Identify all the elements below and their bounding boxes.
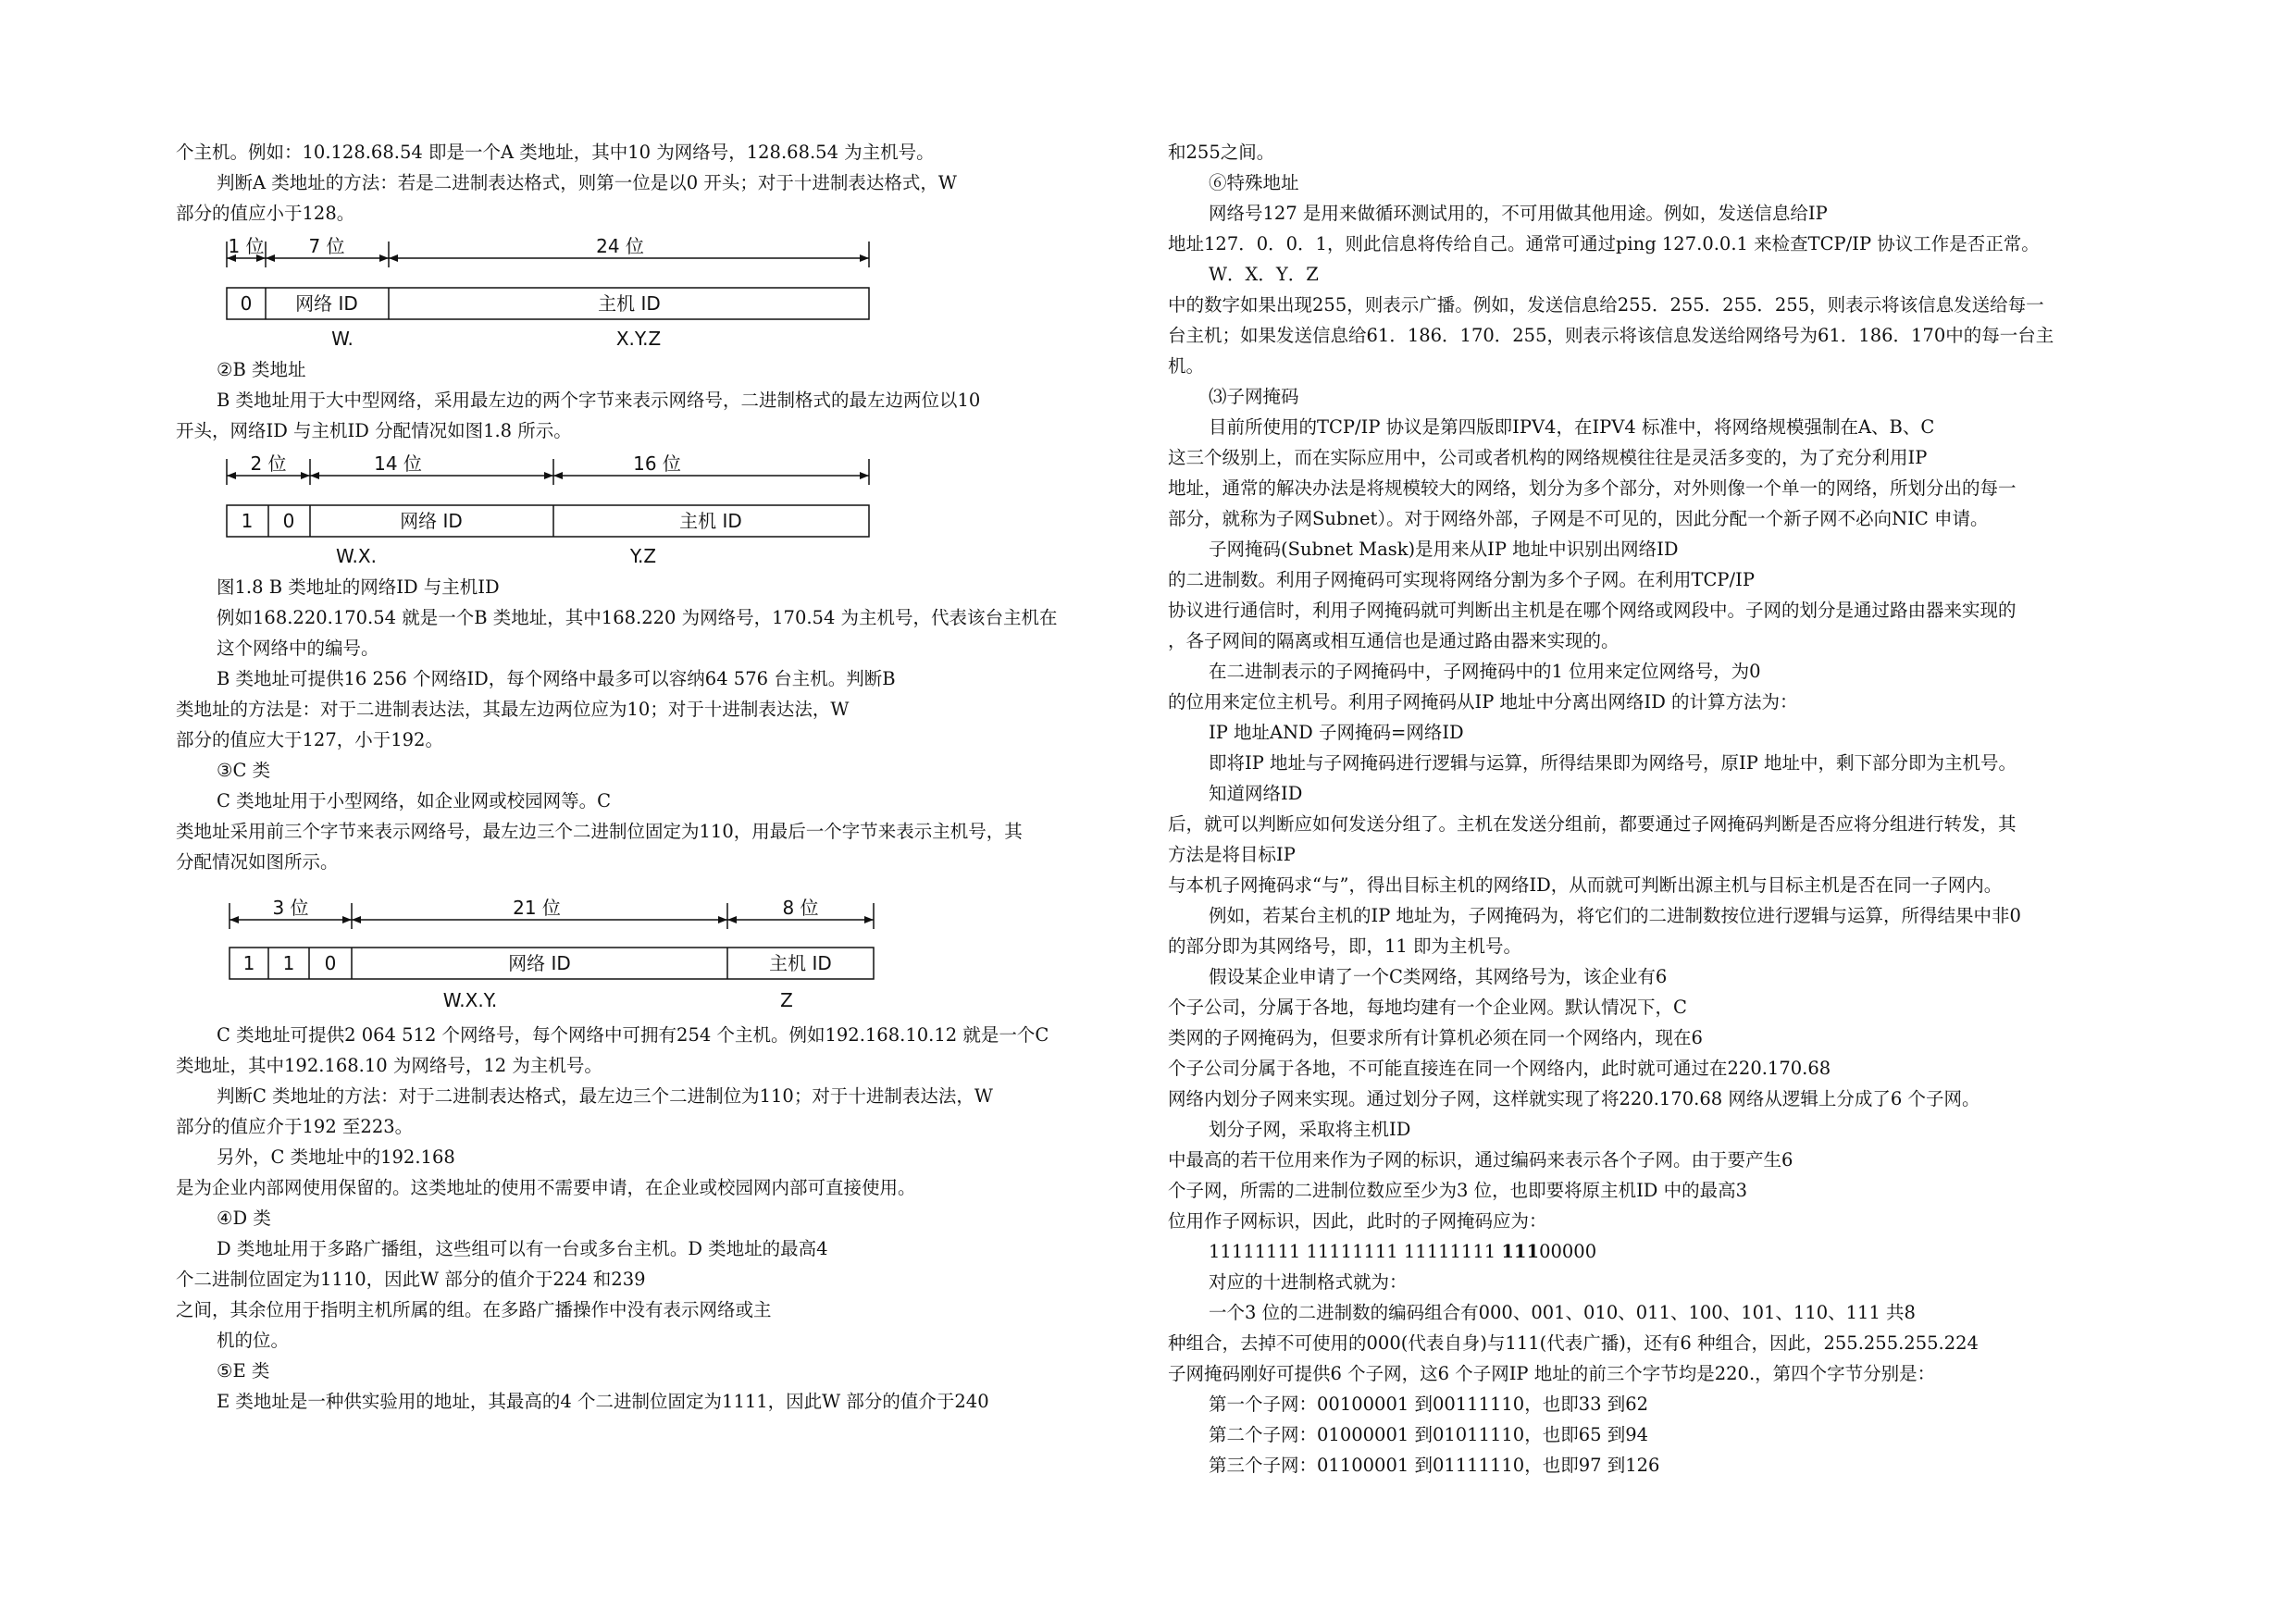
text-line: 这个网络中的编号。 bbox=[217, 638, 379, 659]
text-line: 的位用来定位主机号。利用子网掩码从IP 地址中分离出网络ID 的计算方法为： bbox=[1168, 691, 1798, 712]
text-line: 假设某企业申请了一个C类网络，其网络号为，该企业有6 bbox=[1209, 966, 1668, 987]
text-line: 类网的子网掩码为，但要求所有计算机必须在同一个网络内，现在6 bbox=[1168, 1027, 1703, 1048]
field-label: 主机 ID bbox=[679, 510, 742, 532]
left-column bbox=[176, 137, 1138, 1417]
text-line: 目前所使用的TCP/IP 协议是第四版即IPV4，在IPV4 标准中，将网络规模强制在A、B、C bbox=[1209, 416, 1935, 438]
text-line: 和255之间。 bbox=[1168, 142, 1275, 163]
class-c-diagram bbox=[176, 881, 1138, 1020]
text-line: 知道网络ID bbox=[1209, 783, 1303, 804]
text-line: E 类地址是一种供实验用的地址，其最高的4 个二进制位固定为1111，因此W 部分的值介于240 bbox=[217, 1391, 989, 1412]
mask-subnet-bits: 111 bbox=[1501, 1241, 1540, 1262]
text-line: 后，就可以判断应如何发送分组了。主机在发送分组前，都要通过子网掩码判断是否应将分组进行转发，其 bbox=[1168, 813, 2017, 835]
text-line: 个二进制位固定为1110，因此W 部分的值介于224 和239 bbox=[176, 1269, 646, 1290]
subnet-item: 第一个子网：00100001 到00111110，也即33 到62 bbox=[1209, 1394, 1649, 1415]
text-line: 子网掩码刚好可提供6 个子网，这6 个子网IP 地址的前三个字节均是220.，第四个字节分别是： bbox=[1168, 1363, 1936, 1384]
text-line: 是为企业内部网使用保留的。这类地址的使用不需要申请，在企业或校园网内部可直接使用。 bbox=[176, 1177, 916, 1198]
mask-prefix: 11111111 11111111 11111111 bbox=[1209, 1241, 1502, 1262]
text-line: 之间，其余位用于指明主机所属的组。在多路广播操作中没有表示网络或主 bbox=[176, 1299, 772, 1320]
class-c-diagram-svg bbox=[176, 881, 916, 1020]
text-line: 种组合，去掉不可使用的000(代表自身)与111(代表广播)，还有6 种组合，因此，255.255.255.224 bbox=[1168, 1332, 1979, 1354]
text-line: 协议进行通信时，利用子网掩码就可判断出主机是在哪个网络或网段中。子网的划分是通过路由器来实现的 bbox=[1168, 600, 2017, 621]
text-line: 个子公司，分属于各地，每地均建有一个企业网。默认情况下，C bbox=[1168, 997, 1687, 1018]
width-label: 1 位 bbox=[228, 235, 265, 257]
segment-label: W.X.Y. bbox=[442, 989, 498, 1011]
text-line: 地址127．0．0．1，则此信息将传给自己。通常可通过ping 127.0.0.1 来检查TCP/IP 协议工作是否正常。 bbox=[1168, 233, 2040, 254]
mask-host-bits: 00000 bbox=[1539, 1241, 1597, 1262]
section-heading: ③C 类 bbox=[217, 760, 271, 781]
field-label: 0 bbox=[324, 952, 337, 974]
text-line: 地址，通常的解决办法是将规模较大的网络，划分为多个部分，对外则像一个单一的网络，所划分出的每一 bbox=[1168, 477, 2017, 499]
width-label: 21 位 bbox=[513, 897, 561, 919]
text-line: 类地址的方法是：对于二进制表达法，其最左边两位应为10；对于十进制表达法，W bbox=[176, 699, 850, 720]
field-label: 网络 ID bbox=[508, 952, 571, 974]
field-label: 0 bbox=[282, 510, 295, 532]
segment-label: W.X. bbox=[336, 545, 377, 567]
text-line: 与本机子网掩码求“与”，得出目标主机的网络ID，从而就可判断出源主机与目标主机是否在同一子网内。 bbox=[1168, 874, 2003, 896]
text-line: 划分子网，采取将主机ID bbox=[1209, 1119, 1411, 1140]
field-label: 网络 ID bbox=[295, 292, 358, 315]
text-line: ，各子网间的隔离或相互通信也是通过路由器来实现的。 bbox=[1168, 630, 1620, 651]
text-line: 即将IP 地址与子网掩码进行逻辑与运算，所得结果即为网络号，原IP 地址中，剩下部分即为主机号。 bbox=[1209, 752, 2017, 774]
width-label: 16 位 bbox=[633, 452, 681, 475]
segment-label: Z bbox=[780, 989, 793, 1011]
formula-line: IP 地址AND 子网掩码=网络ID bbox=[1209, 722, 1464, 743]
text-line: 机的位。 bbox=[217, 1330, 290, 1351]
width-label: 7 位 bbox=[308, 235, 345, 257]
class-b-diagram bbox=[176, 450, 1138, 572]
text-line: C 类地址用于小型网络，如企业网或校园网等。C bbox=[217, 790, 612, 812]
text-line: 方法是将目标IP bbox=[1168, 844, 1296, 865]
text-line: 中的数字如果出现255，则表示广播。例如，发送信息给255．255．255．255，则表示将该信息发送给每一 bbox=[1168, 294, 2044, 316]
text-line: 分配情况如图所示。 bbox=[176, 851, 339, 873]
text-line: 网络内划分子网来实现。通过划分子网，这样就实现了将220.170.68 网络从逻辑上分成了6 个子网。 bbox=[1168, 1088, 1980, 1109]
section-heading: ⑥特殊地址 bbox=[1209, 172, 1299, 193]
section-heading: ⑤E 类 bbox=[217, 1360, 270, 1381]
text-line: 这三个级别上，而在实际应用中，公司或者机构的网络规模往往是灵活多变的，为了充分利用IP bbox=[1168, 447, 1928, 468]
text-line: 部分，就称为子网Subnet）。对于网络外部，子网是不可见的，因此分配一个新子网不必向NIC 申请。 bbox=[1168, 508, 1989, 529]
text-line: 的部分即为其网络号，即，11 即为主机号。 bbox=[1168, 935, 1522, 957]
text-line: 的二进制数。利用子网掩码可实现将网络分割为多个子网。在利用TCP/IP bbox=[1168, 569, 1755, 590]
text-line: 台主机；如果发送信息给61．186．170．255，则表示将该信息发送给网络号为61．186．170中的每一台主 bbox=[1168, 325, 2054, 346]
class-b-diagram-svg bbox=[176, 450, 916, 572]
field-label: 主机 ID bbox=[769, 952, 832, 974]
field-label: 1 bbox=[242, 952, 255, 974]
width-label: 2 位 bbox=[250, 452, 287, 475]
segment-label: X.Y.Z bbox=[615, 328, 662, 350]
segment-label: Y.Z bbox=[629, 545, 657, 567]
text-line: 部分的值应大于127，小于192。 bbox=[176, 729, 443, 750]
field-label: 主机 ID bbox=[598, 292, 661, 315]
text-line: 判断C 类地址的方法：对于二进制表达格式，最左边三个二进制位为110；对于十进制表达法，W bbox=[217, 1085, 993, 1107]
text-line: C 类地址可提供2 064 512 个网络号，每个网络中可拥有254 个主机。例如192.168.10.12 就是一个C bbox=[217, 1024, 1049, 1046]
width-label: 3 位 bbox=[272, 897, 309, 919]
text-line: 中最高的若干位用来作为子网的标识，通过编码来表示各个子网。由于要产生6 bbox=[1168, 1149, 1793, 1171]
text-line: B 类地址用于大中型网络，采用最左边的两个字节来表示网络号，二进制格式的最左边两位以10 bbox=[217, 390, 981, 411]
field-label: 1 bbox=[241, 510, 254, 532]
text-line: 对应的十进制格式就为： bbox=[1209, 1271, 1408, 1293]
text-line: D 类地址用于多路广播组，这些组可以有一台或多台主机。D 类地址的最高4 bbox=[217, 1238, 828, 1259]
section-heading: ⑶子网掩码 bbox=[1209, 386, 1299, 407]
segment-label: W. bbox=[331, 328, 354, 350]
field-label: 0 bbox=[240, 292, 253, 315]
text-line: 部分的值应小于128。 bbox=[176, 203, 355, 224]
text-line: 个子网，所需的二进制位数应至少为3 位，也即要将原主机ID 中的最高3 bbox=[1168, 1180, 1748, 1201]
text-line: 一个3 位的二进制数的编码组合有000、001、010、011、100、101、110、111 共8 bbox=[1209, 1302, 1916, 1323]
text-line: 网络号127 是用来做循环测试用的，不可用做其他用途。例如，发送信息给IP bbox=[1209, 203, 1828, 224]
figure-caption: 图1.8 B 类地址的网络ID 与主机ID bbox=[217, 576, 500, 598]
text-line: 个主机。例如：10.128.68.54 即是一个A 类地址，其中10 为网络号，128.68.54 为主机号。 bbox=[176, 142, 935, 163]
subnet-item: 第三个子网：01100001 到01111110，也即97 到126 bbox=[1209, 1455, 1660, 1476]
text-line: 位用作子网标识，因此，此时的子网掩码应为： bbox=[1168, 1210, 1547, 1232]
text-line: 类地址，其中192.168.10 为网络号，12 为主机号。 bbox=[176, 1055, 602, 1076]
text-line: 开头，网络ID 与主机ID 分配情况如图1.8 所示。 bbox=[176, 420, 572, 441]
section-heading: ④D 类 bbox=[217, 1208, 271, 1229]
subnet-item: 第二个子网：01000001 到01011110，也即65 到94 bbox=[1209, 1424, 1649, 1445]
width-label: 14 位 bbox=[374, 452, 422, 475]
width-label: 24 位 bbox=[596, 235, 644, 257]
text-line: B 类地址可提供16 256 个网络ID，每个网络中最多可以容纳64 576 台主机。判断B bbox=[217, 668, 896, 689]
right-column bbox=[1168, 137, 2149, 1481]
class-a-diagram bbox=[176, 232, 1138, 354]
text-line: 类地址采用前三个字节来表示网络号，最左边三个二进制位固定为110，用最后一个字节来表示主机号，其 bbox=[176, 821, 1023, 842]
text-line: 个子公司分属于各地，不可能直接连在同一个网络内，此时就可通过在220.170.68 bbox=[1168, 1058, 1831, 1079]
text-line: W．X．Y．Z bbox=[1209, 264, 1319, 285]
class-a-diagram-svg bbox=[176, 232, 916, 354]
text-line: 子网掩码(Subnet Mask)是用来从IP 地址中识别出网络ID bbox=[1209, 539, 1679, 560]
text-line: 部分的值应介于192 至223。 bbox=[176, 1116, 414, 1137]
text-line: 机。 bbox=[1168, 355, 1205, 377]
text-line: 例如168.220.170.54 就是一个B 类地址，其中168.220 为网络号，170.54 为主机号，代表该台主机在 bbox=[217, 607, 1058, 628]
text-line: 在二进制表示的子网掩码中，子网掩码中的1 位用来定位网络号，为0 bbox=[1209, 661, 1761, 682]
section-heading: ②B 类地址 bbox=[217, 359, 306, 380]
field-label: 1 bbox=[282, 952, 295, 974]
width-label: 8 位 bbox=[782, 897, 819, 919]
text-line: 判断A 类地址的方法：若是二进制表达格式，则第一位是以0 开头；对于十进制表达格式，W bbox=[217, 172, 957, 193]
text-line: 例如，若某台主机的IP 地址为，子网掩码为，将它们的二进制数按位进行逻辑与运算，所得结果中非0 bbox=[1209, 905, 2021, 926]
field-label: 网络 ID bbox=[400, 510, 463, 532]
subnet-mask-binary bbox=[1168, 1236, 2149, 1267]
text-line: 另外，C 类地址中的192.168 bbox=[217, 1146, 455, 1168]
